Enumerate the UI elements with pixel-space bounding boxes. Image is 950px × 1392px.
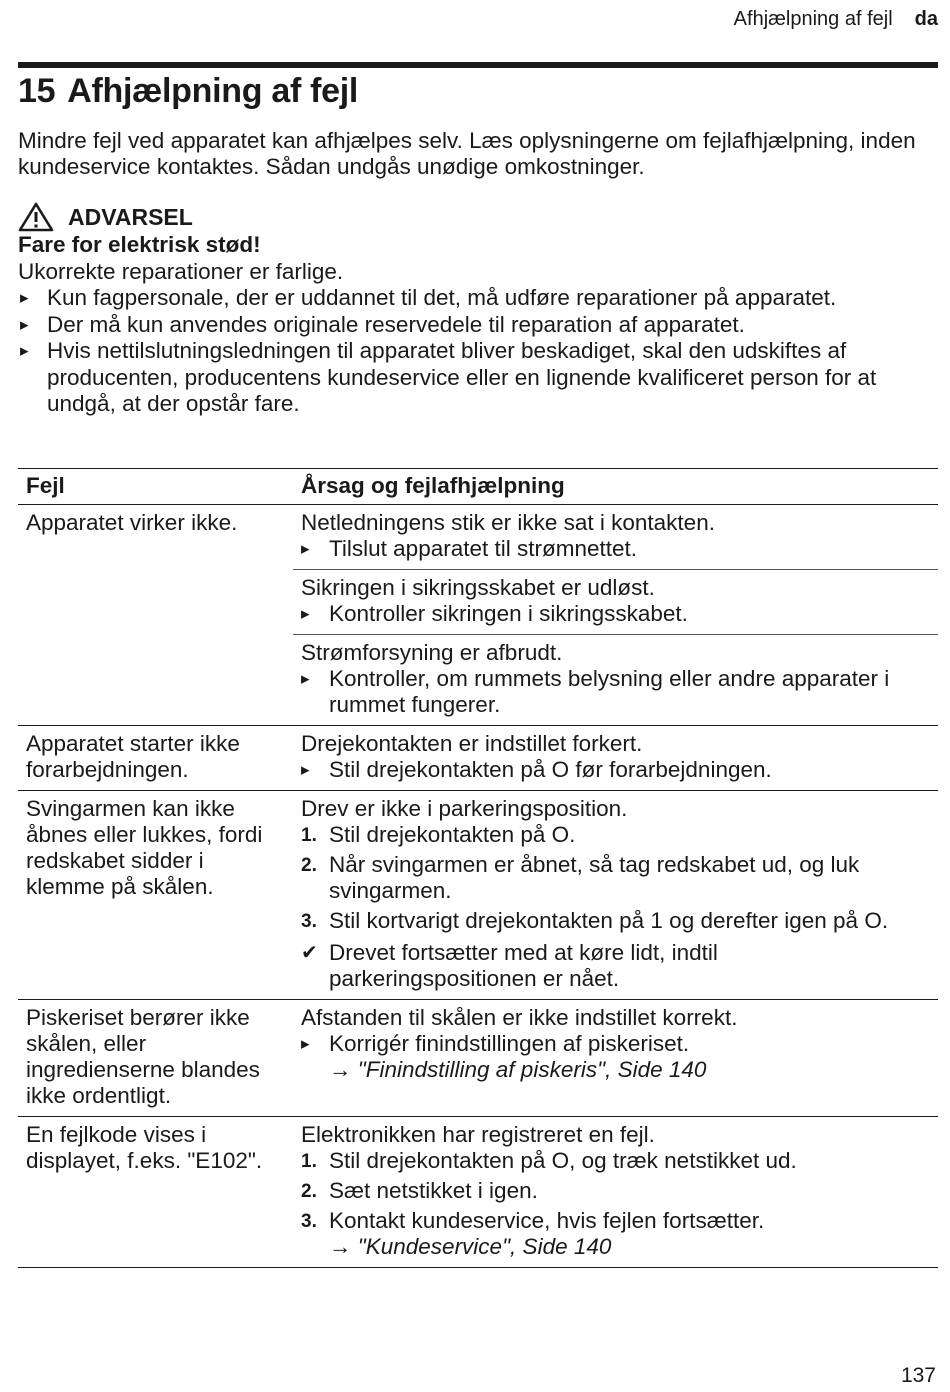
column-header-fault: Fejl [18, 469, 293, 505]
action-text: Korrigér finindstillingen af piskeriset. [329, 1031, 690, 1056]
action-text: Stil drejekontakten på O før forarbejdningen. [329, 757, 772, 782]
action-text: Kontroller, om rummets belysning eller andre apparater i rummet fungerer. [329, 666, 890, 717]
cause-text: Sikringen i sikringsskabet er udløst. [301, 575, 655, 600]
step-text: Stil drejekontakten på O. [329, 822, 576, 847]
result-text: Drevet fortsætter med at køre lidt, indtil parkeringspositionen er nået. [329, 940, 718, 991]
cause-text: Strømforsyning er afbrudt. [301, 640, 563, 665]
step-text: Når svingarmen er åbnet, så tag redskabet ud, og luk svingarmen. [329, 852, 860, 903]
step-number: 2. [301, 855, 317, 876]
language-code: da [914, 8, 938, 30]
table-row [18, 791, 938, 1000]
fault-cell: Apparatet starter ikke forarbejdningen. [18, 726, 293, 791]
step-number: 3. [301, 1211, 317, 1232]
table-row [18, 726, 938, 791]
cause-cell [293, 791, 938, 1000]
intro-paragraph: Mindre fejl ved apparatet kan afhjælpes selv. Læs oplysningerne om fejlafhjælpning, inden kundeservice kontaktes. Sådan undgås unødige omkostninger. [18, 128, 916, 179]
cause-cell [293, 726, 938, 791]
triangle-bullet-icon: ▸ [301, 760, 310, 779]
fault-cell: Svingarmen kan ikke åbnes eller lukkes, fordi redskabet sidder i klemme på skålen. [18, 791, 293, 1000]
triangle-bullet-icon: ▸ [301, 669, 310, 688]
running-header [734, 8, 938, 31]
warning-block [18, 202, 943, 418]
fault-cell: En fejlkode vises i displayet, f.eks. "E102". [18, 1117, 293, 1268]
cause-text: Elektronikken har registreret en fejl. [301, 1122, 655, 1147]
warning-bullet: ▸ Kun fagpersonale, der er uddannet til det, må udføre reparationer på apparatet. [18, 285, 943, 312]
warning-bullet: ▸ Hvis nettilslutningsledningen til apparatet bliver beskadiget, skal den udskiftes af producenten, producentens kundeservice eller en lignende kvalificeret person for at undgå, at der opstår fare. [18, 338, 943, 418]
triangle-bullet-icon: ▸ [301, 604, 310, 623]
table-row [18, 1117, 938, 1268]
header-rule [18, 62, 938, 68]
fault-cell: Piskeriset berører ikke skålen, eller ingredienserne blandes ikke ordentligt. [18, 1000, 293, 1117]
cause-cell [293, 1117, 938, 1268]
cause-text: Afstanden til skålen er ikke indstillet korrekt. [301, 1005, 738, 1030]
cross-reference-link[interactable]: → "Kundeservice", Side 140 [329, 1234, 612, 1259]
cause-cell [293, 635, 938, 726]
chapter-title-text: Afhjælpning af fejl [67, 72, 359, 110]
cause-cell [293, 1000, 938, 1117]
step-number: 1. [301, 825, 317, 846]
action-text: Kontroller sikringen i sikringsskabet. [329, 601, 688, 626]
warning-text: Ukorrekte reparationer er farlige. [18, 258, 344, 284]
warning-heading: Fare for elektrisk stød! [18, 232, 261, 257]
step-text: Stil drejekontakten på O, og træk netstikket ud. [329, 1148, 797, 1173]
column-header-cause: Årsag og fejlafhjælpning [293, 469, 938, 505]
step-text: Sæt netstikket i igen. [329, 1178, 538, 1203]
triangle-bullet-icon: ▸ [301, 539, 310, 558]
page-number: 137 [900, 1364, 936, 1387]
warning-label: ADVARSEL [68, 203, 193, 230]
cause-text: Drev er ikke i parkeringsposition. [301, 796, 628, 821]
table-header-row [18, 469, 938, 505]
fault-cell: Apparatet virker ikke. [18, 505, 293, 726]
step-number: 1. [301, 1151, 317, 1172]
step-text: Kontakt kundeservice, hvis fejlen fortsætter. [329, 1208, 765, 1233]
chapter-number: 15 [18, 72, 56, 110]
action-text: Tilslut apparatet til strømnettet. [329, 536, 638, 561]
cause-text: Netledningens stik er ikke sat i kontakten. [301, 510, 715, 535]
chapter-title [18, 72, 358, 111]
running-header-section: Afhjælpning af fejl [733, 8, 893, 30]
warning-header [18, 202, 943, 232]
step-number: 3. [301, 911, 317, 932]
warning-bullet-list [18, 285, 943, 418]
cause-text: Drejekontakten er indstillet forkert. [301, 731, 643, 756]
triangle-bullet-icon: ▸ [301, 1034, 310, 1053]
step-text: Stil kortvarigt drejekontakten på 1 og derefter igen på O. [329, 908, 889, 933]
table-row [18, 505, 938, 570]
warning-bullet: ▸ Der må kun anvendes originale reservedele til reparation af apparatet. [18, 312, 943, 339]
step-number: 2. [301, 1181, 317, 1202]
troubleshooting-table [18, 468, 938, 1268]
warning-triangle-icon [18, 202, 54, 232]
check-icon: ✔ [301, 942, 318, 964]
cause-cell [293, 505, 938, 570]
cause-cell [293, 570, 938, 635]
cross-reference-link[interactable]: → "Finindstilling af piskeris", Side 140 [329, 1057, 707, 1082]
table-row [18, 1000, 938, 1117]
